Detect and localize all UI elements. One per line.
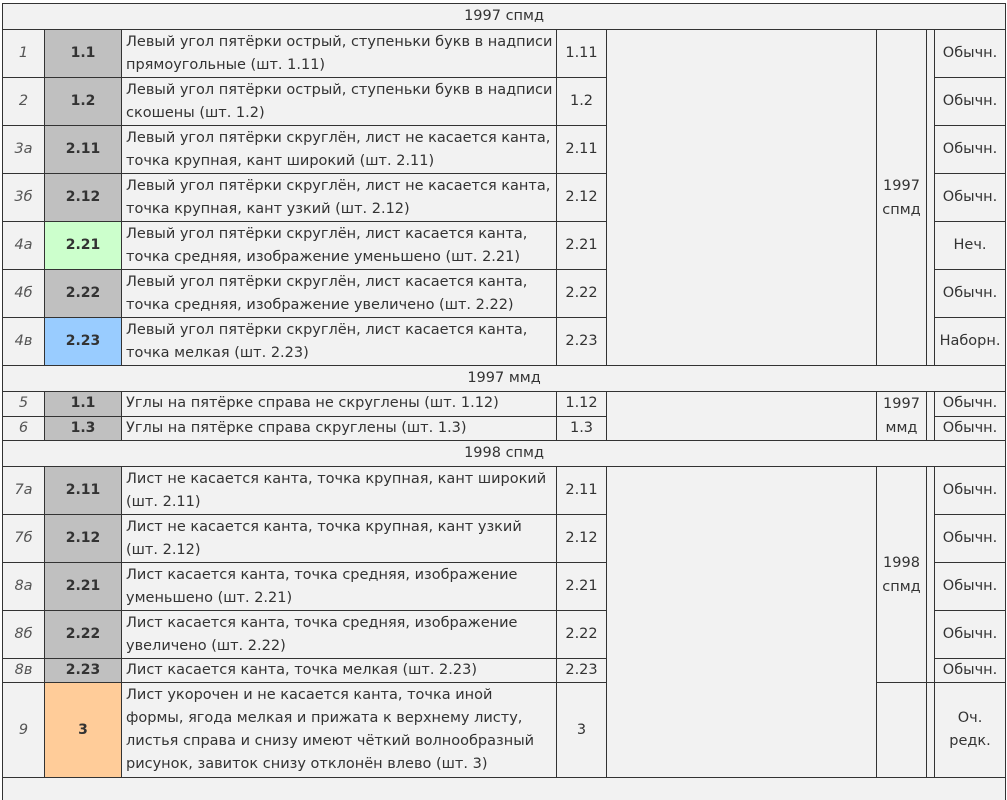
variety-description: Углы на пятёрке справа не скруглены (шт. 1.12) (122, 392, 557, 417)
variety-description: Левый угол пятёрки скруглён, лист не касается канта, точка крупная, кант узкий (шт. 2.12) (122, 174, 557, 222)
rarity-label: Обычн. (935, 126, 1006, 174)
variety-description: Левый угол пятёрки скруглён, лист касается канта, точка средняя, изображение уменьшено (шт. 2.21) (122, 222, 557, 270)
die-number: 2.11 (557, 126, 607, 174)
catalog-code: 2.22 (45, 611, 122, 659)
row-number: 8а (3, 563, 45, 611)
section-header-next (3, 778, 1006, 800)
catalog-code: 2.21 (45, 563, 122, 611)
row-number: 5 (3, 392, 45, 417)
catalog-code: 2.12 (45, 515, 122, 563)
year-mint-label: 1997 ммд (877, 392, 927, 441)
image-placeholder (607, 467, 877, 778)
rarity-label: Обычн. (935, 174, 1006, 222)
die-number: 2.21 (557, 222, 607, 270)
row-number: 7б (3, 515, 45, 563)
rarity-label: Наборн. (935, 318, 1006, 366)
table-row (3, 467, 1006, 515)
die-number: 1.2 (557, 78, 607, 126)
row-number: 7а (3, 467, 45, 515)
rarity-label: Неч. (935, 222, 1006, 270)
row-number: 1 (3, 30, 45, 78)
variety-description: Левый угол пятёрки острый, ступеньки букв в надписи скошены (шт. 1.2) (122, 78, 557, 126)
year-empty-cell (877, 683, 927, 778)
row-number: 4б (3, 270, 45, 318)
section-title: 1997 ммд (3, 366, 1006, 392)
section-header-1997-mmd (3, 366, 1006, 392)
variety-description: Лист не касается канта, точка крупная, кант узкий (шт. 2.12) (122, 515, 557, 563)
rarity-label: Обычн. (935, 611, 1006, 659)
divider-column (927, 467, 935, 683)
die-number: 2.12 (557, 515, 607, 563)
image-placeholder (607, 392, 877, 441)
variety-description: Левый угол пятёрки скруглён, лист касается канта, точка средняя, изображение увеличено (шт. 2.22) (122, 270, 557, 318)
catalog-code: 1.2 (45, 78, 122, 126)
rarity-label: Обычн. (935, 467, 1006, 515)
die-number: 3 (557, 683, 607, 778)
row-number: 3а (3, 126, 45, 174)
divider-column (927, 683, 935, 778)
variety-description: Левый угол пятёрки скруглён, лист касается канта, точка мелкая (шт. 2.23) (122, 318, 557, 366)
rarity-label: Оч. редк. (935, 683, 1006, 778)
die-number: 1.11 (557, 30, 607, 78)
rarity-label: Обычн. (935, 563, 1006, 611)
catalog-code: 1.1 (45, 392, 122, 417)
die-number: 2.23 (557, 659, 607, 683)
rarity-label: Обычн. (935, 515, 1006, 563)
row-number: 2 (3, 78, 45, 126)
catalog-code: 3 (45, 683, 122, 778)
catalog-code: 2.22 (45, 270, 122, 318)
catalog-code: 2.11 (45, 467, 122, 515)
row-number: 8б (3, 611, 45, 659)
year-mint-label: 1998 спмд (877, 467, 927, 683)
image-placeholder (607, 30, 877, 366)
catalog-code: 2.23 (45, 318, 122, 366)
die-number: 2.21 (557, 563, 607, 611)
die-number: 2.12 (557, 174, 607, 222)
row-number: 3б (3, 174, 45, 222)
section-header-1997-spmd (3, 4, 1006, 30)
variety-description: Левый угол пятёрки скруглён, лист не касается канта, точка крупная, кант широкий (шт. 2.11) (122, 126, 557, 174)
rarity-label: Обычн. (935, 30, 1006, 78)
rarity-label: Обычн. (935, 659, 1006, 683)
variety-description: Лист касается канта, точка средняя, изображение уменьшено (шт. 2.21) (122, 563, 557, 611)
variety-description: Левый угол пятёрки острый, ступеньки букв в надписи прямоугольные (шт. 1.11) (122, 30, 557, 78)
catalog-code: 1.1 (45, 30, 122, 78)
variety-description: Лист касается канта, точка средняя, изображение увеличено (шт. 2.22) (122, 611, 557, 659)
variety-description: Лист укорочен и не касается канта, точка иной формы, ягода мелкая и прижата к верхнему листу, листья справа и снизу имеют чёткий волнообразный рисунок, завиток снизу отклонён влево (шт. 3) (122, 683, 557, 778)
rarity-label: Обычн. (935, 392, 1006, 417)
die-number: 1.12 (557, 392, 607, 417)
die-number: 2.22 (557, 270, 607, 318)
variety-description: Углы на пятёрке справа скруглены (шт. 1.3) (122, 416, 557, 441)
section-title: 1998 спмд (3, 441, 1006, 467)
section-header-1998-spmd (3, 441, 1006, 467)
divider-column (927, 392, 935, 441)
divider-column (927, 30, 935, 366)
die-number: 2.22 (557, 611, 607, 659)
variety-description: Лист касается канта, точка мелкая (шт. 2.23) (122, 659, 557, 683)
die-number: 1.3 (557, 416, 607, 441)
catalog-code: 1.3 (45, 416, 122, 441)
row-number: 6 (3, 416, 45, 441)
variety-table (2, 3, 1006, 800)
section-title: 1997 спмд (3, 4, 1006, 30)
year-mint-label: 1997 спмд (877, 30, 927, 366)
row-number: 8в (3, 659, 45, 683)
table-row (3, 392, 1006, 417)
rarity-label: Обычн. (935, 416, 1006, 441)
catalog-code: 2.23 (45, 659, 122, 683)
table-row (3, 30, 1006, 78)
catalog-code: 2.21 (45, 222, 122, 270)
catalog-code: 2.12 (45, 174, 122, 222)
die-number: 2.11 (557, 467, 607, 515)
row-number: 4в (3, 318, 45, 366)
row-number: 4а (3, 222, 45, 270)
variety-description: Лист не касается канта, точка крупная, кант широкий (шт. 2.11) (122, 467, 557, 515)
row-number: 9 (3, 683, 45, 778)
catalog-code: 2.11 (45, 126, 122, 174)
section-title-cut (3, 778, 1006, 800)
die-number: 2.23 (557, 318, 607, 366)
rarity-label: Обычн. (935, 78, 1006, 126)
rarity-label: Обычн. (935, 270, 1006, 318)
